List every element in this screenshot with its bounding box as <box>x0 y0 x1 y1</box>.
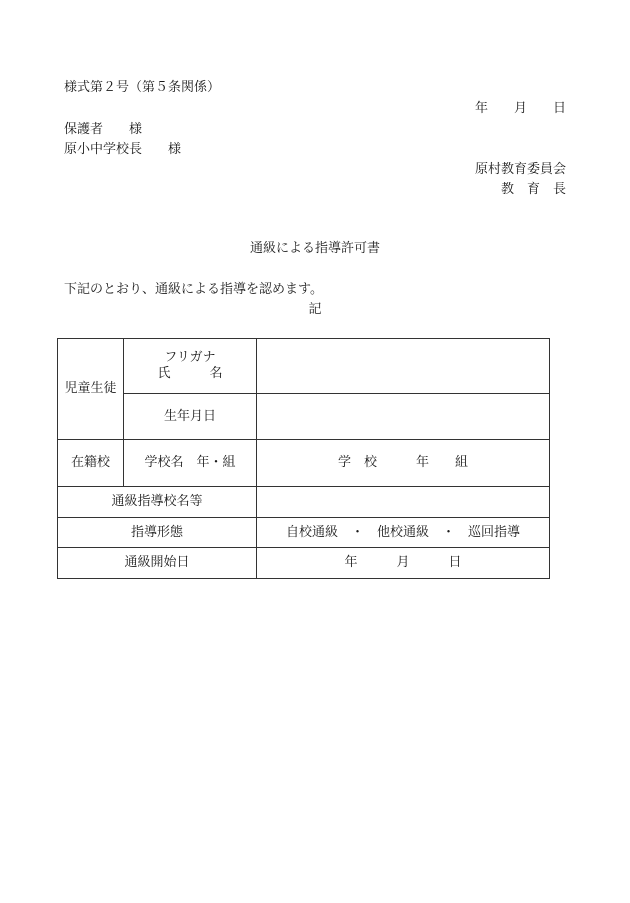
name-value-cell[interactable] <box>257 339 550 394</box>
tsukyu-school-value-cell[interactable] <box>257 487 550 518</box>
name-label: 氏 名 <box>157 366 223 381</box>
start-date-value[interactable]: 年 月 日 <box>257 548 550 579</box>
tsukyu-school-label: 通級指導校名等 <box>58 487 257 518</box>
table-row <box>58 440 550 487</box>
ki-marker: 記 <box>308 302 322 317</box>
start-date-label: 通級開始日 <box>58 548 257 579</box>
name-label-cell <box>124 339 257 394</box>
table-row <box>58 339 550 394</box>
document-title: 通級による指導許可書 <box>249 241 380 256</box>
enrolled-label: 在籍校 <box>58 440 124 487</box>
birthdate-value-cell[interactable] <box>257 394 550 440</box>
guidance-form-options[interactable]: 自校通級 ・ 他校通級 ・ 巡回指導 <box>257 518 550 548</box>
form-number: 様式第２号（第５条関係） <box>64 80 221 95</box>
school-class-value[interactable]: 学 校 年 組 <box>257 440 550 487</box>
date-line: 年 月 日 <box>474 101 566 116</box>
table-row <box>58 487 550 518</box>
table-row <box>58 394 550 440</box>
recipient-principal: 原小中学校長 様 <box>64 142 182 157</box>
student-label: 児童生徒 <box>58 339 124 440</box>
permission-table <box>57 338 550 579</box>
school-class-label: 学校名 年・組 <box>124 440 257 487</box>
issuer-org: 原村教育委員会 <box>474 162 566 177</box>
furigana-label: フリガナ <box>164 350 216 365</box>
document-body: 下記のとおり、通級による指導を認めます。 <box>64 282 323 297</box>
guidance-form-label: 指導形態 <box>58 518 257 548</box>
recipient-guardian: 保護者 様 <box>64 122 143 137</box>
issuer-title: 教 育 長 <box>500 182 566 197</box>
birthdate-label: 生年月日 <box>124 394 257 440</box>
table-row <box>58 518 550 548</box>
table-row <box>58 548 550 579</box>
